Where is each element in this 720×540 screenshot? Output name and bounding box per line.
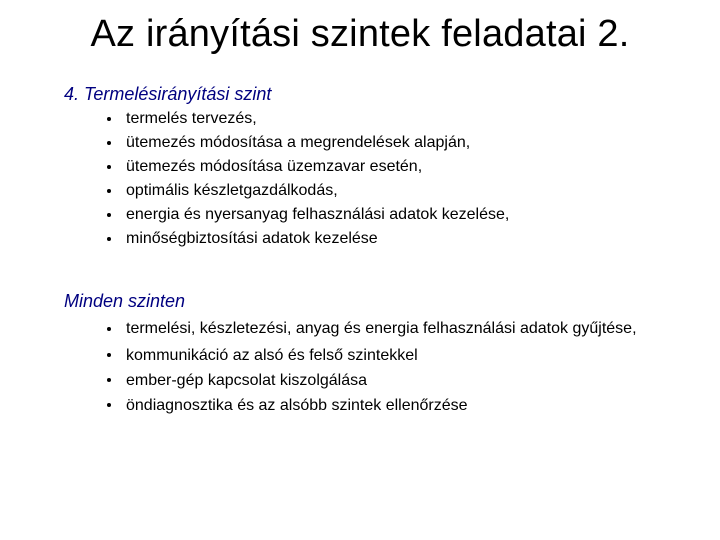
list-item	[106, 393, 646, 418]
list-item	[106, 203, 666, 227]
list-item	[106, 131, 666, 155]
production-level-task-list	[106, 107, 666, 251]
list-item-text: ember-gép kapcsolat kiszolgálása	[126, 372, 368, 389]
list-item-text: ütemezés módosítása üzemzavar esetén,	[126, 158, 423, 175]
bullet-icon	[107, 378, 111, 382]
all-levels-task-list	[106, 318, 646, 418]
list-item-text: termelés tervezés,	[126, 110, 257, 127]
bullet-icon	[107, 165, 111, 169]
list-item	[106, 179, 666, 203]
bullet-icon	[107, 189, 111, 193]
list-item-text: termelési, készletezési, anyag és energia felhasználási adatok gyűjtése,	[126, 320, 637, 337]
list-item-text: minőségbiztosítási adatok kezelése	[126, 230, 378, 247]
section-heading-all-levels: Minden szinten	[64, 291, 186, 311]
section-heading-production-level: 4. Termelésirányítási szint	[64, 84, 272, 104]
bullet-icon	[107, 141, 111, 145]
slide-title: Az irányítási szintek feladatai 2.	[90, 13, 630, 55]
list-item-text: öndiagnosztika és az alsóbb szintek ellenőrzése	[126, 397, 468, 414]
list-item	[106, 107, 666, 131]
bullet-icon	[107, 117, 111, 121]
bullet-icon	[107, 213, 111, 217]
list-item	[106, 227, 666, 251]
list-item-text: ütemezés módosítása a megrendelések alapján,	[126, 134, 471, 151]
list-item-text: optimális készletgazdálkodás,	[126, 182, 338, 199]
bullet-icon	[107, 237, 111, 241]
list-item	[106, 155, 666, 179]
list-item	[106, 368, 646, 393]
bullet-icon	[107, 327, 111, 331]
list-item-text: energia és nyersanyag felhasználási adatok kezelése,	[126, 206, 510, 223]
list-item	[106, 318, 646, 340]
bullet-icon	[107, 353, 111, 357]
bullet-icon	[107, 403, 111, 407]
list-item-text: kommunikáció az alsó és felső szintekkel	[126, 347, 418, 364]
list-item	[106, 343, 646, 368]
